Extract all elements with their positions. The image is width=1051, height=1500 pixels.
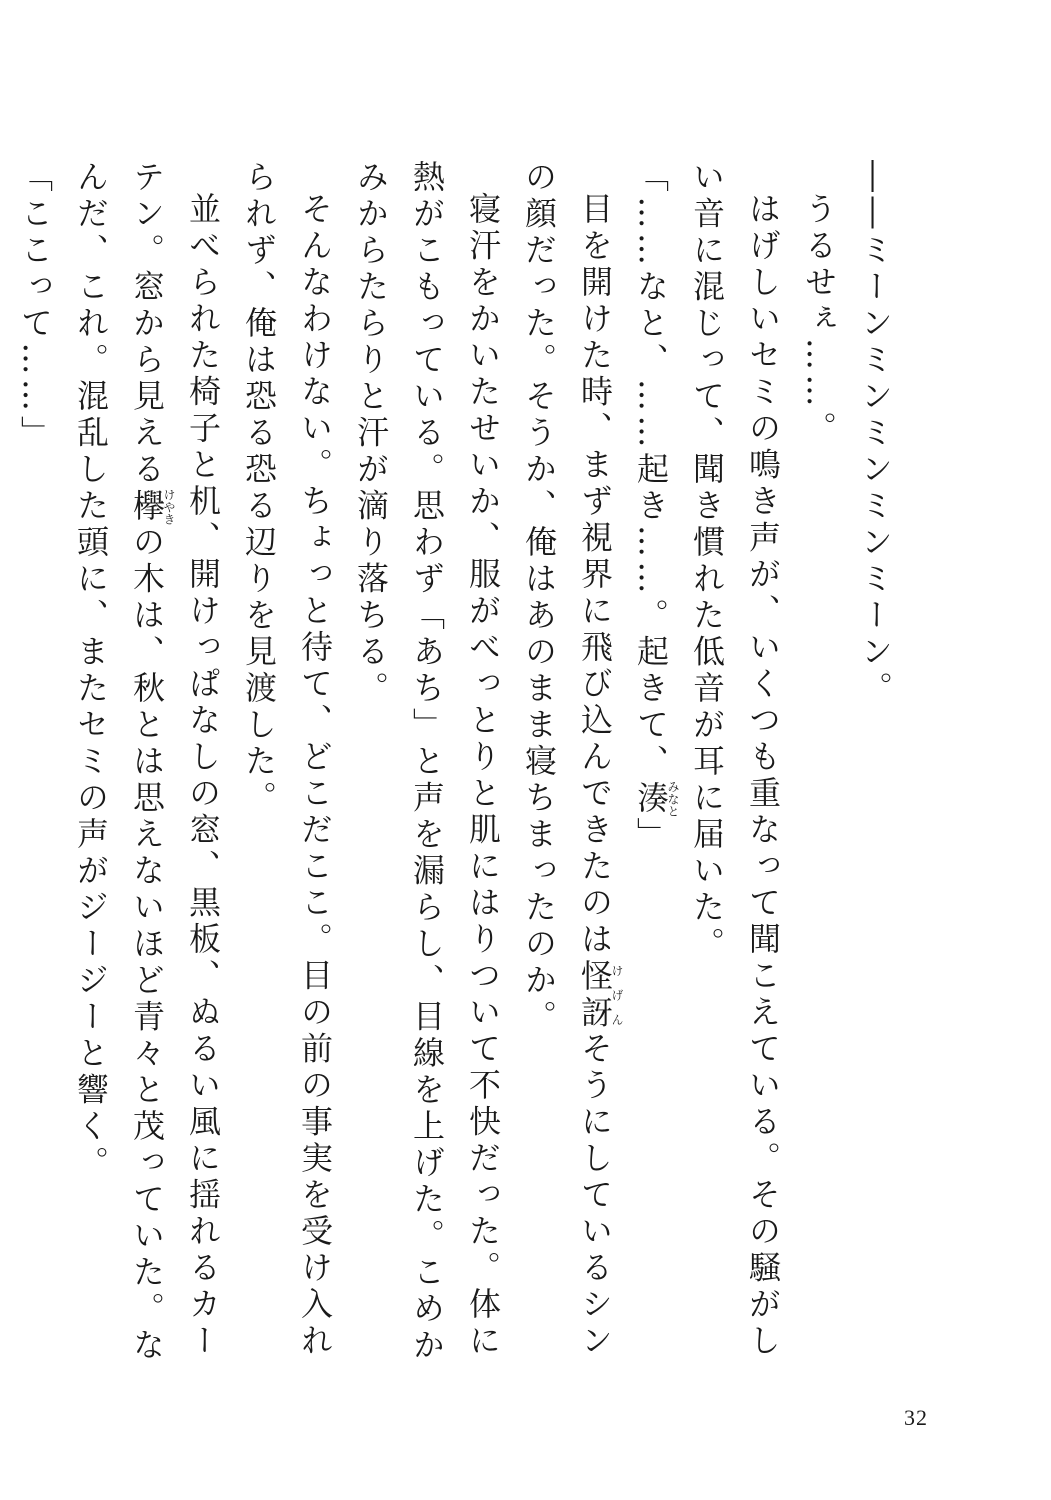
vertical-body-text bbox=[16, 160, 903, 1390]
paragraph bbox=[679, 160, 791, 1390]
text-run: 並べられた椅子と机、開けっぱなしの窓、黒板、ぬるい風に揺れるカーテン。窓から見える bbox=[128, 160, 222, 1360]
text-run: そんなわけない。ちょっと待て、どこだここ。目の前の事実を受け入れられず、俺は恐る恐る辺りを見渡した。 bbox=[240, 160, 334, 1360]
page-number: 32 bbox=[904, 1405, 928, 1430]
paragraph bbox=[231, 160, 343, 1390]
ruby-word bbox=[576, 958, 624, 1032]
text-run: 「……なと、……起き……。起きて、 bbox=[632, 160, 670, 781]
paragraph bbox=[623, 160, 679, 1390]
ruby-base: 湊 bbox=[632, 780, 670, 817]
ruby-reading: みなと bbox=[666, 780, 680, 817]
text-run: そうにしているシンの顔だった。そうか、俺はあのまま寝ちまったのか。 bbox=[520, 160, 614, 1360]
text-run: の木は、秋とは思えないほど青々と茂っていた。なんだ、これ。混乱した頭に、またセミの声がジージーと響く。 bbox=[72, 160, 166, 1365]
paragraph bbox=[63, 160, 231, 1390]
paragraph bbox=[7, 160, 63, 1390]
paragraph bbox=[847, 160, 903, 1390]
ruby-reading: けやき bbox=[162, 488, 176, 525]
text-run: 寝汗をかいたせいか、服がべっとりと肌にはりついて不快だった。体に熱がこもっている。思わず「あち」と声を漏らし、目線を上げた。こめかみからたらりと汗が滴り落ちる。 bbox=[352, 160, 502, 1365]
ruby-base: 怪訝 bbox=[576, 958, 614, 1032]
ruby-reading: けげん bbox=[610, 958, 624, 1032]
paragraph bbox=[343, 160, 511, 1390]
text-run: ――ミーンミンミンミンミーン。 bbox=[856, 160, 894, 708]
paragraph bbox=[511, 160, 623, 1390]
paragraph bbox=[0, 160, 7, 1390]
text-run: 」 bbox=[632, 817, 670, 854]
paragraph bbox=[791, 160, 847, 1390]
ruby-word bbox=[632, 780, 680, 818]
text-run: 目を開けた時、まず視界に飛び込んできたのは bbox=[576, 192, 614, 959]
text-run: はげしいセミの鳴き声が、いくつも重なって聞こえている。その騒がしい音に混じって、聞き慣れた低音が耳に届いた。 bbox=[688, 160, 782, 1360]
text-run: うるせぇ……。 bbox=[800, 192, 838, 448]
text-run: 「ここって……」 bbox=[16, 160, 54, 452]
ruby-word bbox=[128, 488, 176, 526]
ruby-base: 欅 bbox=[128, 488, 166, 525]
